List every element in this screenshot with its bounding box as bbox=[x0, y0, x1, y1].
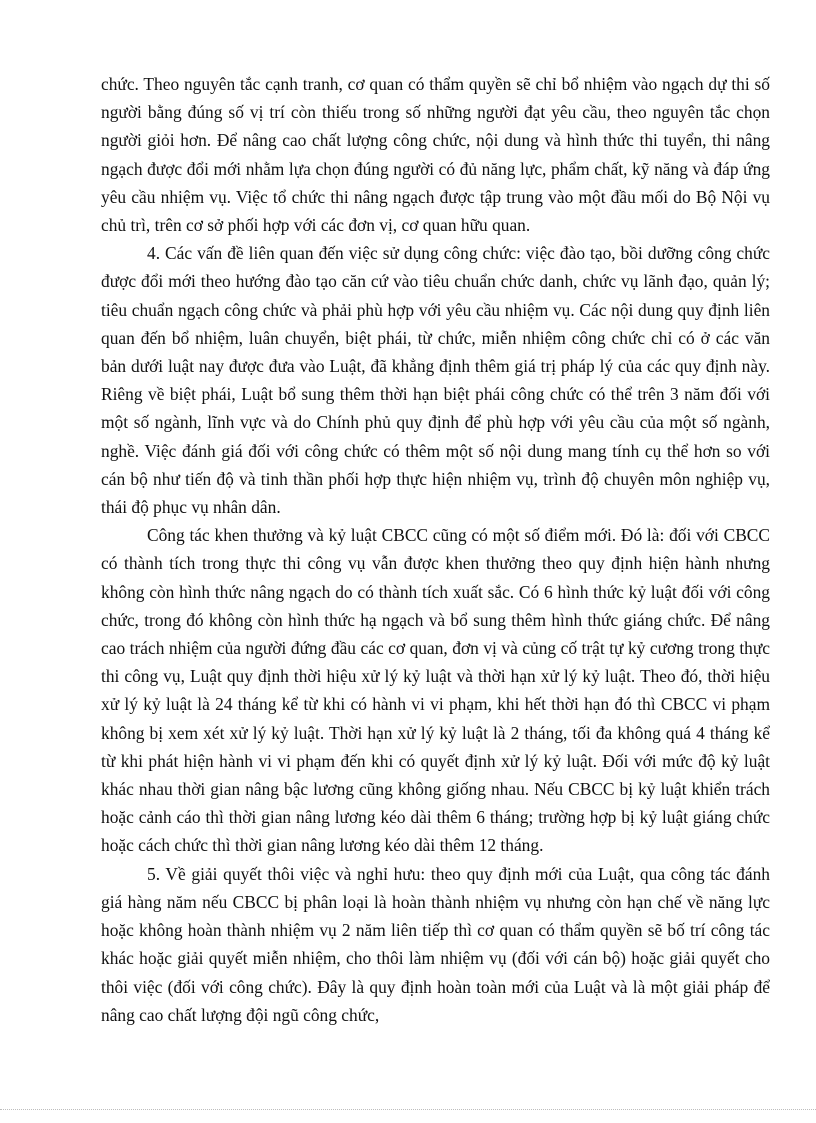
paragraph-section-5: 5. Về giải quyết thôi việc và nghỉ hưu: theo quy định mới của Luật, qua công tác đánh giá hàng năm nếu CBCC bị phân loại là hoàn thành nhiệm vụ nhưng còn hạn chế về năng lực hoặc không hoàn thành nhiệm vụ 2 năm liên tiếp thì cơ quan có thẩm quyền sẽ bố trí công tác khác hoặc giải quyết miễn nhiệm, cho thôi làm nhiệm vụ (đối với cán bộ) hoặc giải quyết cho thôi việc (đối với công chức). Đây là quy định hoàn toàn mới của Luật và là một giải pháp để nâng cao chất lượng đội ngũ công chức, bbox=[101, 863, 770, 1025]
paragraph-continuation: chức. Theo nguyên tắc cạnh tranh, cơ quan có thẩm quyền sẽ chỉ bổ nhiệm vào ngạch dự thi số người bằng đúng số vị trí còn thiếu trong số những người đạt yêu cầu, theo nguyên tắc chọn người giỏi hơn. Để nâng cao chất lượng công chức, nội dung và hình thức thi tuyển, thi nâng ngạch được đổi mới nhằm lựa chọn đúng người có đủ năng lực, phẩm chất, kỹ năng và đáp ứng yêu cầu nhiệm vụ. Việc tổ chức thi nâng ngạch được tập trung vào một đầu mối do Bộ Nội vụ chủ trì, trên cơ sở phối hợp với các đơn vị, cơ quan hữu quan. bbox=[101, 74, 770, 236]
paragraph-reward-discipline: Công tác khen thưởng và kỷ luật CBCC cũng có một số điểm mới. Đó là: đối với CBCC có thành tích trong thực thi công vụ vẫn được khen thưởng theo quy định hiện hành nhưng không còn hình thức nâng ngạch do có thành tích xuất sắc. Có 6 hình thức kỷ luật đối với công chức, trong đó không còn hình thức hạ ngạch và bổ sung thêm hình thức giáng chức. Để nâng cao trách nhiệm của người đứng đầu các cơ quan, đơn vị và củng cố trật tự kỷ cương trong thực thi công vụ, Luật quy định thời hiệu xử lý kỷ luật và thời hạn xử lý kỷ luật. Theo đó, thời hiệu xử lý kỷ luật là 24 tháng kể từ khi có hành vi vi phạm, khi hết thời hạn đó thì CBCC vi phạm không bị xem xét xử lý kỷ luật. Thời hạn xử lý kỷ luật là 2 tháng, tối đa không quá 4 tháng kể từ khi phát hiện hành vi vi phạm đến khi có quyết định xử lý kỷ luật. Đối với mức độ kỷ luật khác nhau thời gian nâng bậc lương cũng không giống nhau. Nếu CBCC bị kỷ luật khiển trách hoặc cảnh cáo thì thời gian nâng lương kéo dài thêm 6 tháng; trường hợp bị kỷ luật giáng chức hoặc cách chức thì thời gian nâng lương kéo dài thêm 12 tháng. bbox=[101, 525, 770, 856]
paragraph-section-4: 4. Các vấn đề liên quan đến việc sử dụng công chức: việc đào tạo, bồi dưỡng công chức được đổi mới theo hướng đào tạo căn cứ vào tiêu chuẩn chức danh, chức vụ lãnh đạo, quản lý; tiêu chuẩn ngạch công chức và phải phù hợp với yêu cầu nhiệm vụ. Các nội dung quy định liên quan đến bổ nhiệm, luân chuyển, biệt phái, từ chức, miễn nhiệm công chức chỉ có ở các văn bản dưới luật nay được đưa vào Luật, đã khẳng định thêm giá trị pháp lý của các quy định này. Riêng về biệt phái, Luật bổ sung thêm thời hạn biệt phái công chức có thể trên 3 năm đối với một số ngành, lĩnh vực và do Chính phủ quy định để phù hợp với yêu cầu của một số ngành, nghề. Việc đánh giá đối với công chức có thêm một số nội dung mang tính cụ thể hơn so với cán bộ như tiến độ và tinh thần phối hợp thực hiện nhiệm vụ, trình độ chuyên môn nghiệp vụ, thái độ phục vụ nhân dân. bbox=[101, 243, 770, 518]
body-text bbox=[101, 70, 770, 1029]
page-bottom-divider bbox=[0, 1109, 816, 1110]
